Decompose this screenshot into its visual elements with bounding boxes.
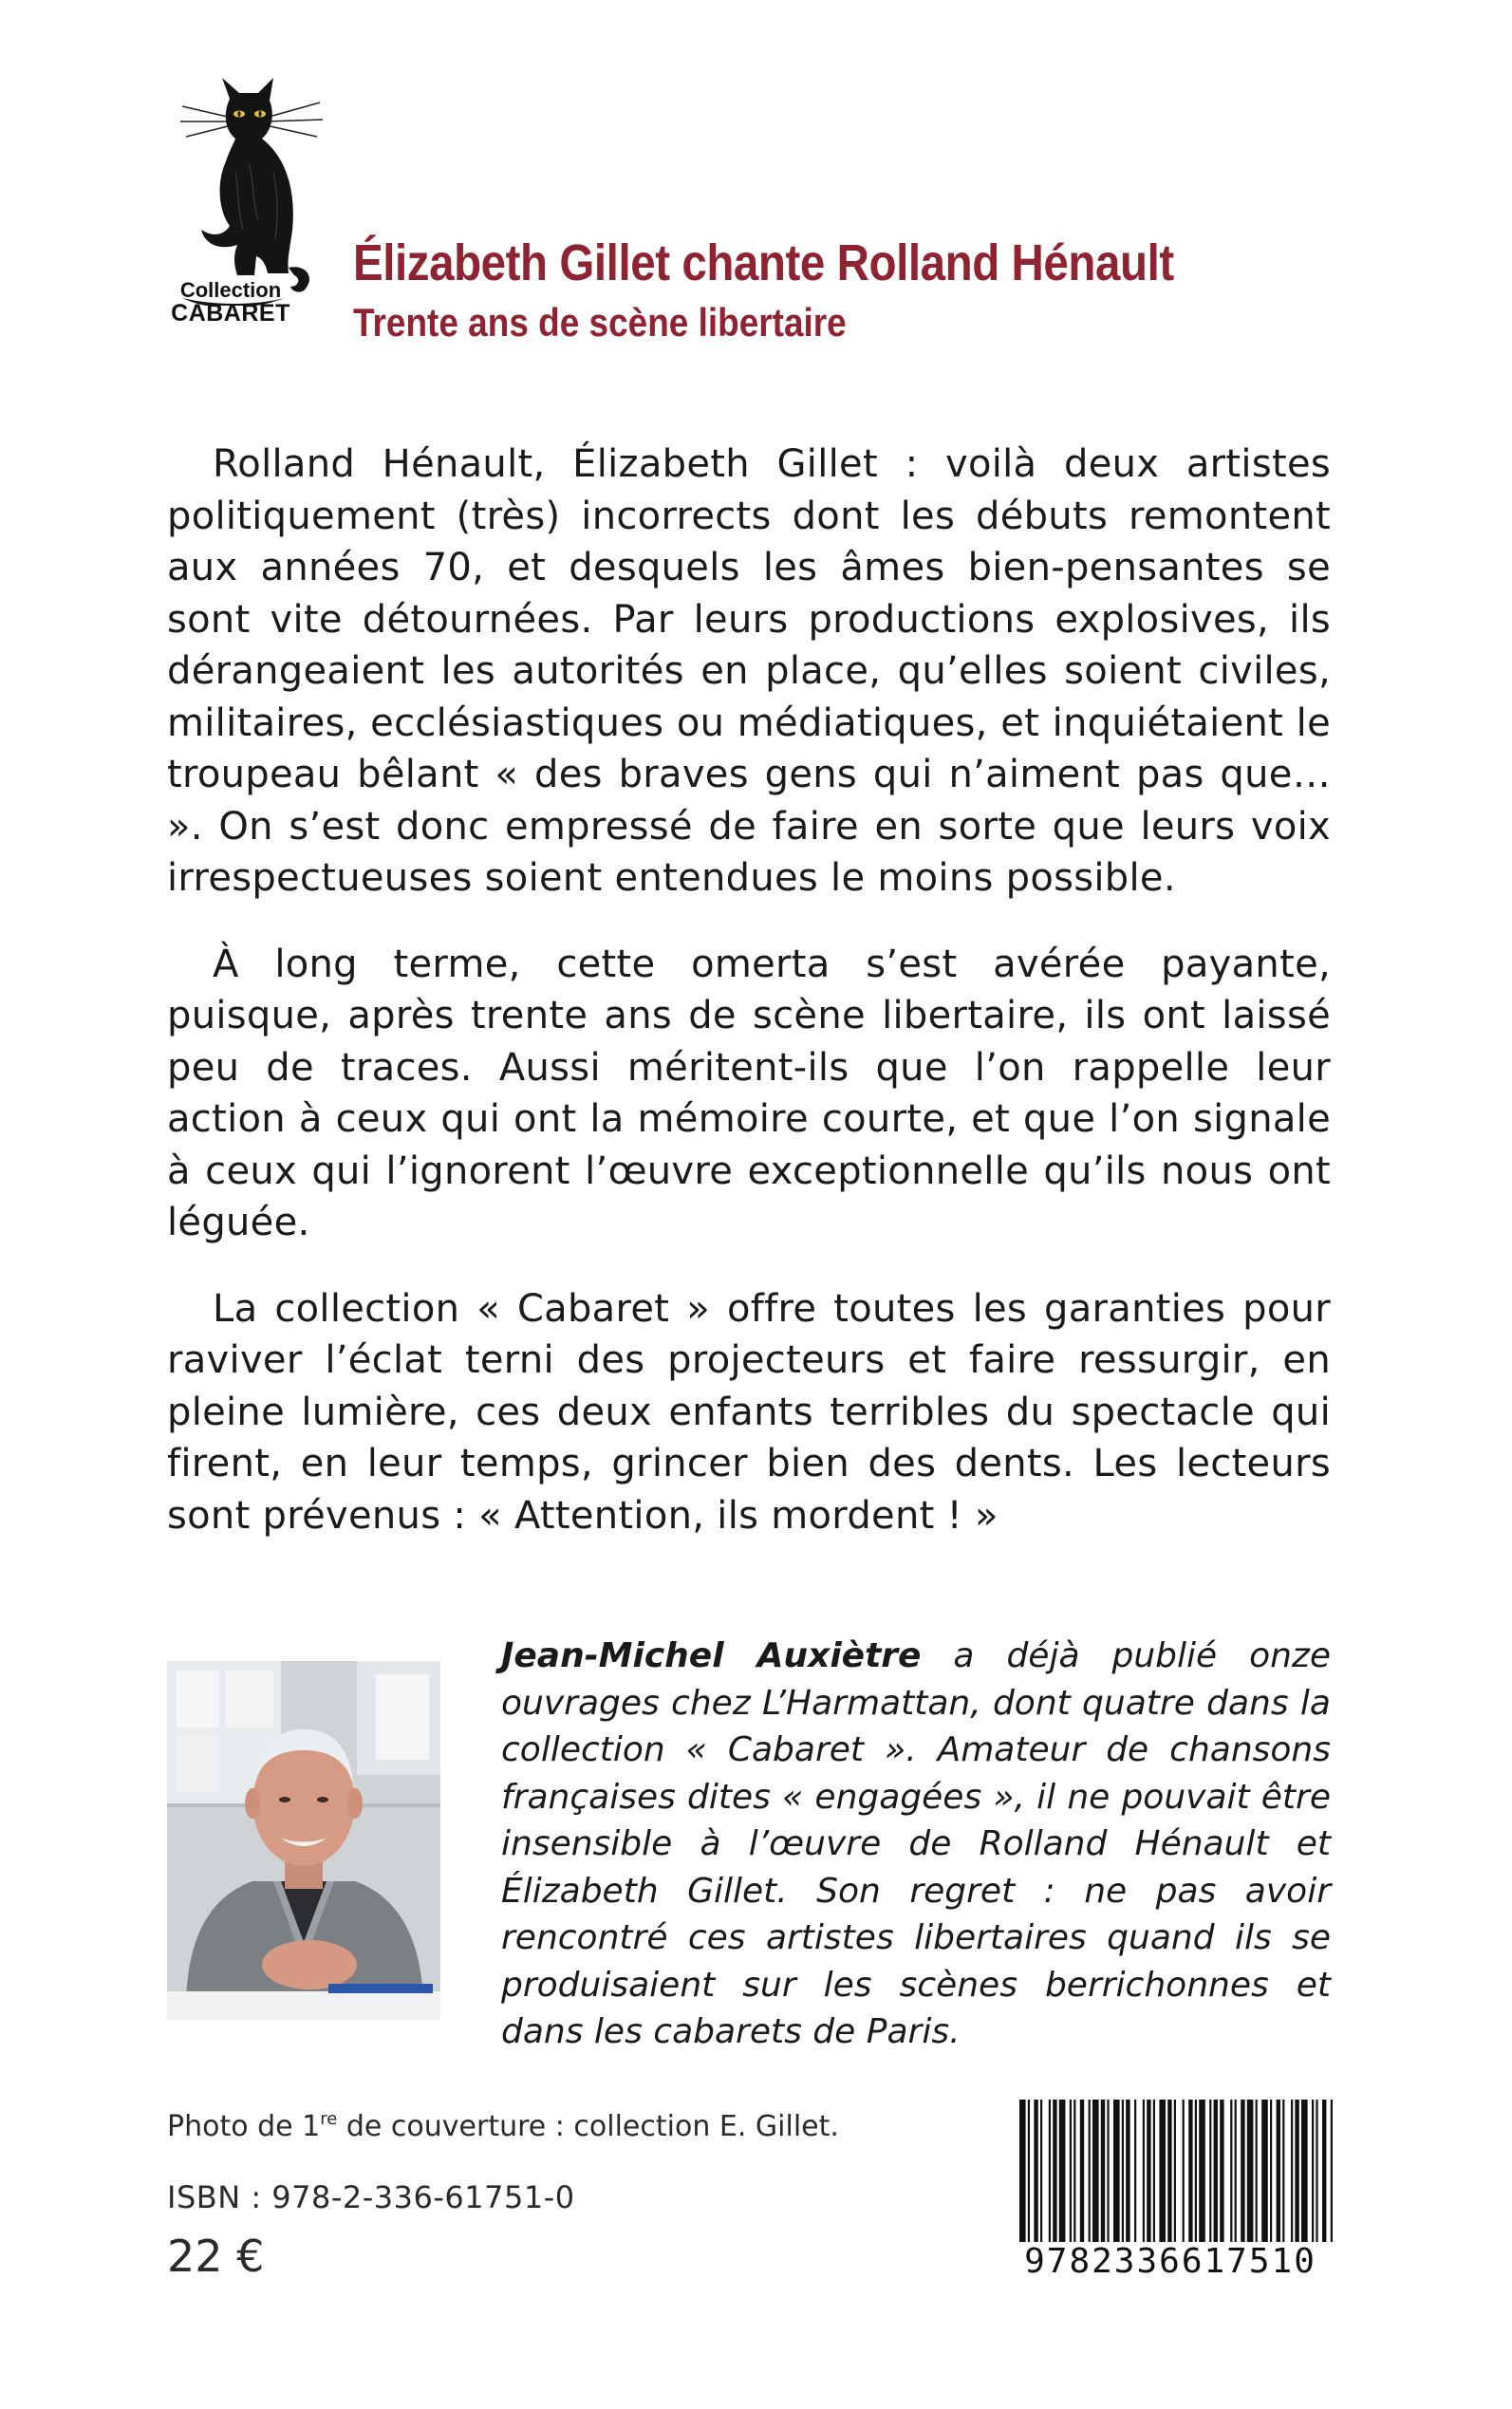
price: 22 €	[167, 2231, 265, 2282]
photo-credit-before: Photo de 1	[167, 2110, 321, 2143]
photo-credit-after: de couverture : collection E. Gillet.	[337, 2110, 839, 2143]
blurb-paragraph-1: Rolland Hénault, Élizabeth Gillet : voilà deux artistes politiquement (très) incorrects dont les débuts remontent aux années 70, et desquels les âmes bien-pensantes se sont vite détournées. Par leurs productions explosives, ils dérangeaient les autorités en place, qu’elles soient civiles, militaires, ecclésiastiques ou médiatiques, et inquiétaient le troupeau bêlant « des braves gens qui n’aiment pas que… ». On s’est donc empressé de faire en sorte que leurs voix irrespectueuses soient entendues le moins possible.	[167, 442, 1331, 900]
author-photo	[167, 1661, 440, 2020]
author-name: Jean-Michel Auxiètre	[501, 1636, 922, 1675]
collection-logo	[163, 78, 344, 353]
black-cat-icon	[163, 78, 344, 306]
blurb-paragraph-3: La collection « Cabaret » offre toutes les garanties pour raviver l’éclat terni des projecteurs et faire ressurgir, en pleine lumière, ces deux enfants terribles du spectacle qui firent, en leur temps, grincer bien des dents. Les lecteurs sont prévenus : « Attention, ils mordent ! »	[167, 1286, 1331, 1538]
blurb-paragraph-2: À long terme, cette omerta s’est avérée payante, puisque, après trente ans de scène libertaire, ils ont laissé peu de traces. Aussi méritent-ils que l’on rappelle leur action à ceux qui ont la mémoire courte, et que l’on signale à ceux qui l’ignorent l’œuvre exceptionnelle qu’ils nous ont léguée.	[167, 942, 1331, 1244]
logo-line-cabaret: CABARET	[171, 300, 290, 327]
barcode-digits: 9782336617510	[1004, 2242, 1336, 2281]
book-title: Élizabeth Gillet chante Rolland Hénault	[353, 234, 1174, 291]
isbn: ISBN : 978-2-336-61751-0	[167, 2179, 575, 2215]
blurb	[167, 439, 1331, 1576]
collection-logo-text	[163, 279, 298, 326]
photo-credit-sup: re	[320, 2109, 338, 2129]
author-bio	[501, 1633, 1331, 2056]
logo-line-collection: Collection	[179, 278, 282, 302]
author-bio-text: a déjà publié onze ouvrages chez L’Harmattan, dont quatre dans la collection « Cabaret ». Amateur de chansons françaises dites « engagées », il ne pouvait être insensible à l’œuvre de Rolland Hénault et Élizabeth Gillet. Son regret : ne pas avoir rencontré ces artistes libertaires quand ils se produisaient sur les scènes berrichonnes et dans les cabarets de Paris.	[501, 1636, 1331, 2051]
photo-credit	[167, 2109, 839, 2143]
book-subtitle: Trente ans de scène libertaire	[353, 300, 847, 345]
